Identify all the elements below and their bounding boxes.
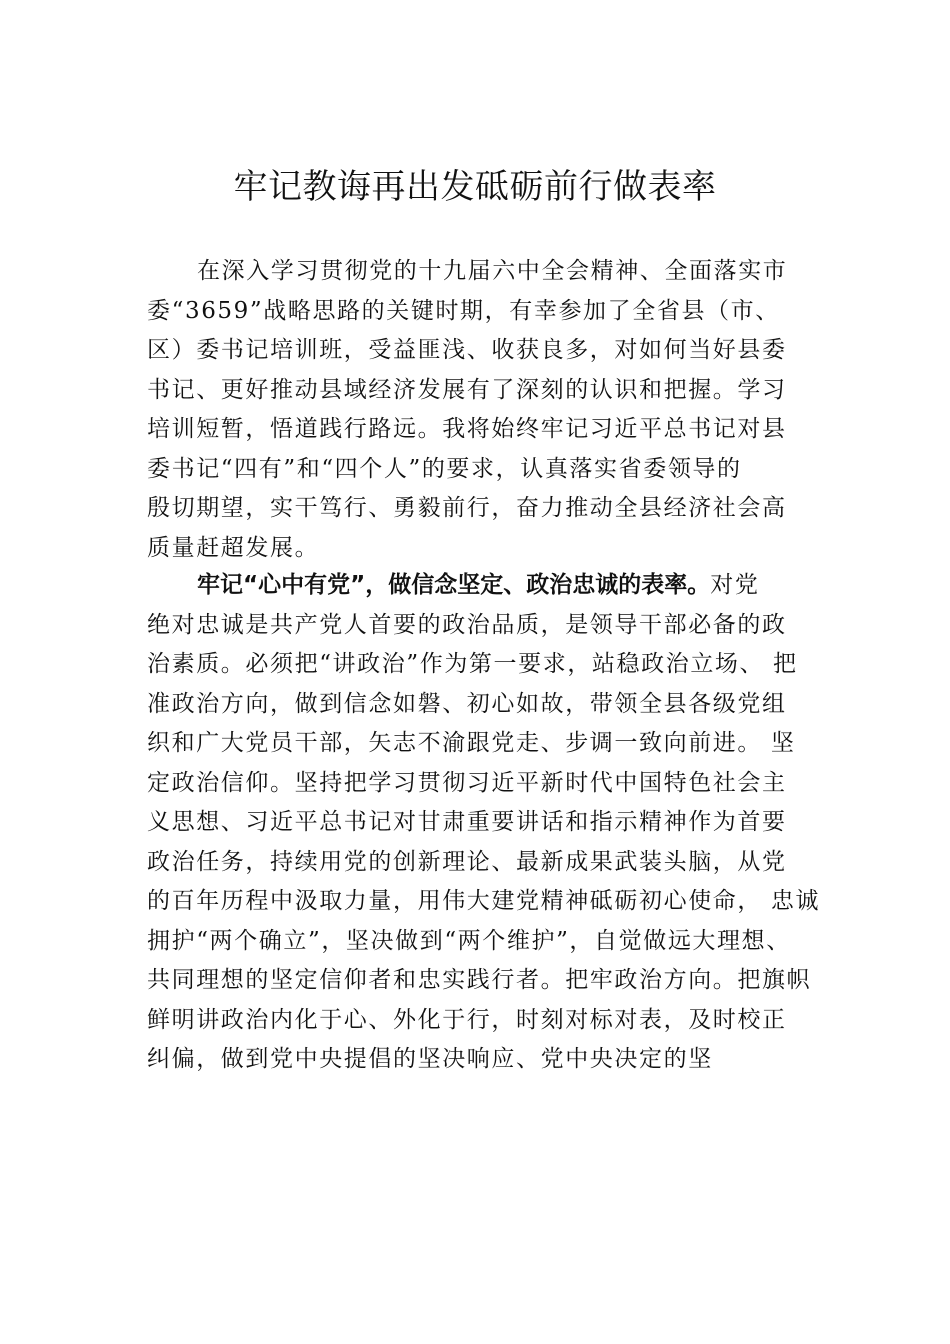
paragraph-line: 鲜明讲政治内化于心、外化于行，时刻对标对表，及时校正	[147, 1006, 787, 1033]
section-heading-tail: 对党	[710, 572, 760, 598]
paragraph-line: 准政治方向，做到信念如磐、初心如故，带领全县各级党组	[147, 690, 787, 717]
paragraph-line: 培训短暂，悟道践行路远。我将始终牢记习近平总书记对县	[147, 416, 787, 442]
paragraph-line: 书记、更好推动县域经济发展有了深刻的认识和把握。学习	[147, 376, 787, 403]
section-heading: 牢记“心中有党”，做信念坚定、政治忠诚的表率。	[197, 572, 711, 598]
paragraph-line: 治素质。必须把“讲政治”作为第一要求，站稳政治立场、 把	[147, 651, 798, 677]
paragraph-line: 的百年历程中汲取力量，用伟大建党精神砥砺初心使命， 忠诚	[147, 888, 821, 914]
paragraph-line: 质量赶超发展。	[147, 534, 320, 561]
paragraph-line: 织和广大党员干部，矢志不渝跟党走、步调一致向前进。 坚	[147, 730, 796, 756]
paragraph-line: 义思想、习近平总书记对甘肃重要讲话和指示精神作为首要	[147, 809, 787, 835]
paragraph-line: 殷切期望，实干笃行、勇毅前行，奋力推动全县经济社会高	[147, 495, 787, 521]
paragraph-line: 政治任务，持续用党的创新理论、最新成果武装头脑，从党	[147, 848, 787, 875]
document-title: 牢记教诲再出发砥砺前行做表率	[233, 167, 717, 207]
section-heading-line	[147, 566, 817, 606]
paragraph-intro	[147, 252, 817, 568]
paragraph-line: 共同理想的坚定信仰者和忠实践行者。把牢政治方向。把旗帜	[147, 967, 812, 993]
paragraph-line: 拥护“两个确立”，坚决做到“两个维护”，自觉做远大理想、	[147, 927, 791, 954]
paragraph-line: 委“3659”战略思路的关键时期，有幸参加了全省县（市、	[147, 297, 780, 324]
paragraph-line: 在深入学习贯彻党的十九届六中全会精神、全面落实市	[197, 258, 788, 284]
paragraph-line: 绝对忠诚是共产党人首要的政治品质，是领导干部必备的政	[147, 611, 787, 638]
paragraph-section-1	[147, 566, 821, 1080]
paragraph-line: 纠偏，做到党中央提倡的坚决响应、党中央决定的坚	[147, 1046, 713, 1072]
paragraph-line: 定政治信仰。坚持把学习贯彻习近平新时代中国特色社会主	[147, 769, 787, 796]
paragraph-line: 委书记“四有”和“四个人”的要求，认真落实省委领导的	[147, 455, 742, 482]
paragraph-line: 区）委书记培训班，受益匪浅、收获良多，对如何当好县委	[147, 337, 787, 363]
